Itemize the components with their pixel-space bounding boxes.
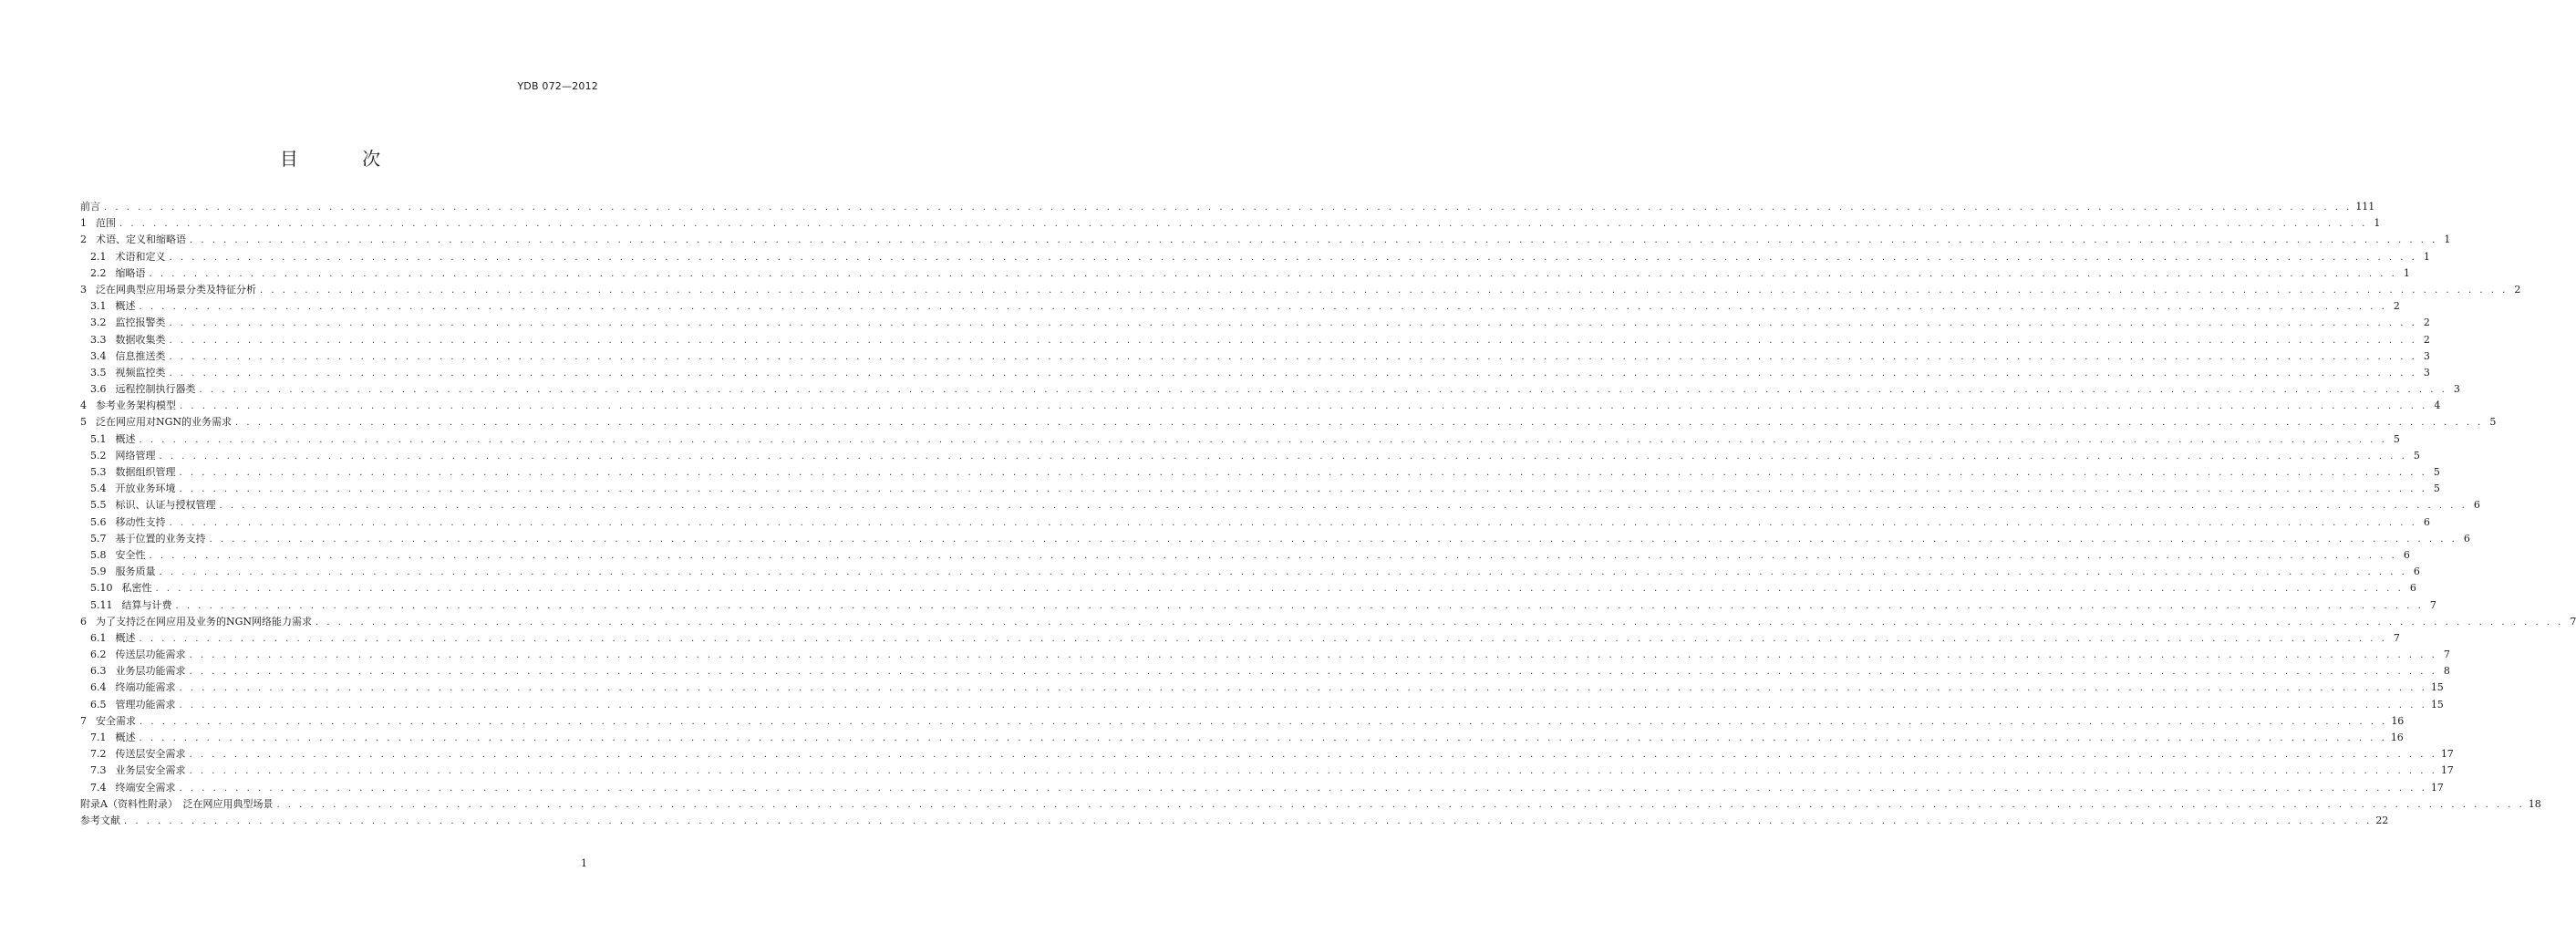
toc-entry-label bbox=[90, 348, 166, 365]
toc-entry-text: 附录A（资料性附录） 泛在网应用典型场景 bbox=[80, 797, 274, 810]
toc-entry-text: 远程控制执行器类 bbox=[115, 383, 196, 396]
toc-entry-text: 传送层功能需求 bbox=[115, 649, 186, 661]
toc-entry-label bbox=[80, 813, 120, 829]
toc-entry-label bbox=[90, 481, 176, 497]
toc-entry-label bbox=[90, 514, 166, 531]
toc-entry[interactable] bbox=[80, 298, 2400, 315]
toc-entry[interactable] bbox=[80, 780, 2444, 796]
toc-entry-number: 3 bbox=[80, 283, 87, 296]
toc-leader-dots: . . . . . . . . . . . . . . . . . . . . . . . . . . . . . . . . . . . . . . . . . . . . . . . . . . . . . . . . . . . . . . . . . . . . . . . . . . . . . . . . . . . . . . . . . . . . . . . . . . . . . . . . . . . . . . . . . . . . . . . . . . . . . . . . . . . . . . . . . . . . . . . . . . . . . . . . . . . . . . . . . . . . . . . . . . . . . . . . . . . . . . . . . . . . . . . . . . . . . . . . bbox=[179, 700, 2427, 711]
toc-leader-dots: . . . . . . . . . . . . . . . . . . . . . . . . . . . . . . . . . . . . . . . . . . . . . . . . . . . . . . . . . . . . . . . . . . . . . . . . . . . . . . . . . . . . . . . . . . . . . . . . . . . . . . . . . . . . . . . . . . . . . . . . . . . . . . . . . . . . . . . . . . . . . . . . . . . . . . . . . . . . . . . . . . . . . . . . . . . . . . . . . . . . . . . . . . . . . . . . . . . . . . . . bbox=[219, 501, 2467, 512]
toc-entry[interactable] bbox=[80, 199, 2375, 215]
toc-entry-label bbox=[90, 763, 186, 779]
toc-entry-page: 15 bbox=[2430, 698, 2444, 711]
toc-entry-number: 6.4 bbox=[90, 681, 107, 694]
toc-entry-page: 5 bbox=[2433, 483, 2440, 495]
toc-entry-number: 2.2 bbox=[90, 266, 107, 279]
toc-entry-page: 17 bbox=[2440, 764, 2454, 777]
toc-entry-page: 6 bbox=[2409, 582, 2416, 595]
toc-entry[interactable] bbox=[80, 265, 2410, 282]
toc-entry[interactable] bbox=[80, 531, 2470, 547]
toc-entry-label bbox=[90, 547, 146, 564]
toc-entry-label bbox=[80, 398, 176, 414]
toc-entry[interactable] bbox=[80, 398, 2441, 414]
toc-entry-text: 安全性 bbox=[115, 548, 146, 561]
toc-entry-label bbox=[80, 199, 100, 215]
toc-entry[interactable] bbox=[80, 365, 2430, 381]
toc-entry-text: 业务层功能需求 bbox=[115, 665, 186, 678]
toc-entry-page: 2 bbox=[2514, 283, 2521, 296]
toc-leader-dots: . . . . . . . . . . . . . . . . . . . . . . . . . . . . . . . . . . . . . . . . . . . . . . . . . . . . . . . . . . . . . . . . . . . . . . . . . . . . . . . . . . . . . . . . . . . . . . . . . . . . . . . . . . . . . . . . . . . . . . . . . . . . . . . . . . . . . . . . . . . . . . . . . . . . . . . . . . . . . . . . . . . . . . . . . . . . . . . . . . . . . . . . . . . . . . . . . . . . . . . . bbox=[276, 799, 2525, 810]
toc-entry-number: 3.5 bbox=[90, 366, 107, 379]
toc-entry-page: 5 bbox=[2489, 416, 2497, 429]
toc-leader-dots: . . . . . . . . . . . . . . . . . . . . . . . . . . . . . . . . . . . . . . . . . . . . . . . . . . . . . . . . . . . . . . . . . . . . . . . . . . . . . . . . . . . . . . . . . . . . . . . . . . . . . . . . . . . . . . . . . . . . . . . . . . . . . . . . . . . . . . . . . . . . . . . . . . . . . . . . . . . . . . . . . . . . . . . . . . . . . . . . . . . . . . . . . . . . . . . . . . . . . . . . bbox=[159, 567, 2407, 578]
toc-entry-number: 3.1 bbox=[90, 300, 107, 313]
toc-entry-number: 2.1 bbox=[90, 250, 107, 263]
toc-entry-number: 5.11 bbox=[90, 598, 113, 611]
toc-entry[interactable] bbox=[80, 663, 2450, 680]
toc-entry-page: 16 bbox=[2390, 732, 2404, 743]
toc-entry-label bbox=[90, 730, 136, 746]
toc-entry-number: 6.3 bbox=[90, 665, 107, 678]
toc-entry-label bbox=[80, 713, 136, 730]
toc-entry[interactable] bbox=[80, 564, 2420, 580]
toc-leader-dots: . . . . . . . . . . . . . . . . . . . . . . . . . . . . . . . . . . . . . . . . . . . . . . . . . . . . . . . . . . . . . . . . . . . . . . . . . . . . . . . . . . . . . . . . . . . . . . . . . . . . . . . . . . . . . . . . . . . . . . . . . . . . . . . . . . . . . . . . . . . . . . . . . . . . . . . . . . . . . . . . . . . . . . . . . . . . . . . . . . . . . . . . . . . . . . . . . . . . . . . . bbox=[169, 351, 2417, 362]
toc-entry[interactable] bbox=[80, 215, 2381, 232]
toc-leader-dots: . . . . . . . . . . . . . . . . . . . . . . . . . . . . . . . . . . . . . . . . . . . . . . . . . . . . . . . . . . . . . . . . . . . . . . . . . . . . . . . . . . . . . . . . . . . . . . . . . . . . . . . . . . . . . . . . . . . . . . . . . . . . . . . . . . . . . . . . . . . . . . . . . . . . . . . . . . . . . . . . . . . . . . . . . . . . . . . . . . . . . . . . . . . . . . . . . . . . . . . . bbox=[139, 733, 2387, 743]
toc-entry-text: 标识、认证与授权管理 bbox=[115, 499, 216, 512]
toc-leader-dots: . . . . . . . . . . . . . . . . . . . . . . . . . . . . . . . . . . . . . . . . . . . . . . . . . . . . . . . . . . . . . . . . . . . . . . . . . . . . . . . . . . . . . . . . . . . . . . . . . . . . . . . . . . . . . . . . . . . . . . . . . . . . . . . . . . . . . . . . . . . . . . . . . . . . . . . . . . . . . . . . . . . . . . . . . . . . . . . . . . . . . . . . . . . . . . . . . . . . . . . . bbox=[199, 385, 2447, 396]
toc-leader-dots: . . . . . . . . . . . . . . . . . . . . . . . . . . . . . . . . . . . . . . . . . . . . . . . . . . . . . . . . . . . . . . . . . . . . . . . . . . . . . . . . . . . . . . . . . . . . . . . . . . . . . . . . . . . . . . . . . . . . . . . . . . . . . . . . . . . . . . . . . . . . . . . . . . . . . . . . . . . . . . . . . . . . . . . . . . . . . . . . . . . . . . . . . . . . . . . . . . . . . . . . bbox=[119, 219, 2368, 230]
toc-entry-page: 6 bbox=[2463, 532, 2470, 545]
toc-entry-text: 前言 bbox=[80, 201, 100, 213]
toc-entry-page: 15 bbox=[2430, 681, 2444, 694]
toc-entry-text: 数据组织管理 bbox=[115, 466, 176, 478]
toc-entry[interactable] bbox=[80, 315, 2430, 331]
toc-entry-text: 开放业务环境 bbox=[115, 483, 176, 495]
toc-entry-text: 泛在网应用对NGN的业务需求 bbox=[96, 416, 233, 429]
toc-entry-page: 1 bbox=[2403, 266, 2410, 279]
toc-entry[interactable] bbox=[80, 448, 2420, 464]
toc-entry-number: 3.6 bbox=[90, 383, 107, 396]
toc-entry-text: 术语、定义和缩略语 bbox=[96, 234, 186, 246]
toc-leader-dots: . . . . . . . . . . . . . . . . . . . . . . . . . . . . . . . . . . . . . . . . . . . . . . . . . . . . . . . . . . . . . . . . . . . . . . . . . . . . . . . . . . . . . . . . . . . . . . . . . . . . . . . . . . . . . . . . . . . . . . . . . . . . . . . . . . . . . . . . . . . . . . . . . . . . . . . . . . . . . . . . . . . . . . . . . . . . . . . . . . . . . . . . . . . . . . . . . . . . . . . . bbox=[179, 484, 2427, 495]
toc-entry-label bbox=[90, 663, 186, 680]
toc-entry-page: 4 bbox=[2434, 400, 2441, 412]
toc-entry[interactable] bbox=[80, 414, 2497, 431]
toc-entry-label bbox=[90, 265, 146, 282]
toc-entry[interactable] bbox=[80, 713, 2405, 730]
toc-entry-label bbox=[90, 580, 152, 597]
toc-entry-page: 16 bbox=[2391, 714, 2405, 727]
toc-entry[interactable] bbox=[80, 348, 2430, 365]
toc-entry-page: 1 bbox=[2423, 250, 2430, 263]
toc-leader-dots: . . . . . . . . . . . . . . . . . . . . . . . . . . . . . . . . . . . . . . . . . . . . . . . . . . . . . . . . . . . . . . . . . . . . . . . . . . . . . . . . . . . . . . . . . . . . . . . . . . . . . . . . . . . . . . . . . . . . . . . . . . . . . . . . . . . . . . . . . . . . . . . . . . . . . . . . . . . . . . . . . . . . . . . . . . . . . . . . . . . . . . . . . . . . . . . . . . . . . . . . bbox=[149, 550, 2397, 561]
toc-entry-number: 6.2 bbox=[90, 649, 107, 661]
toc-entry-number: 5.3 bbox=[90, 466, 107, 478]
toc-entry-page: 7 bbox=[2393, 631, 2400, 644]
toc-leader-dots: . . . . . . . . . . . . . . . . . . . . . . . . . . . . . . . . . . . . . . . . . . . . . . . . . . . . . . . . . . . . . . . . . . . . . . . . . . . . . . . . . . . . . . . . . . . . . . . . . . . . . . . . . . . . . . . . . . . . . . . . . . . . . . . . . . . . . . . . . . . . . . . . . . . . . . . . . . . . . . . . . . . . . . . . . . . . . . . . . . . . . . . . . . . . . . . . . . . . . . . . bbox=[169, 368, 2417, 379]
toc-entry-number: 3.3 bbox=[90, 333, 107, 346]
toc-entry-page: 3 bbox=[2423, 366, 2430, 379]
toc-leader-dots: . . . . . . . . . . . . . . . . . . . . . . . . . . . . . . . . . . . . . . . . . . . . . . . . . . . . . . . . . . . . . . . . . . . . . . . . . . . . . . . . . . . . . . . . . . . . . . . . . . . . . . . . . . . . . . . . . . . . . . . . . . . . . . . . . . . . . . . . . . . . . . . . . . . . . . . . . . . . . . . . . . . . . . . . . . . . . . . . . . . . . . . . . . . . . . . . . . . . . . . . bbox=[235, 418, 2484, 429]
toc-entry-text: 业务层安全需求 bbox=[115, 764, 186, 777]
toc-entry-text: 结算与计费 bbox=[121, 598, 172, 611]
table-of-contents bbox=[80, 199, 2576, 829]
toc-entry-text: 终端安全需求 bbox=[115, 781, 176, 794]
toc-entry[interactable] bbox=[80, 514, 2430, 531]
toc-entry[interactable] bbox=[80, 796, 2541, 813]
toc-entry-text: 数据收集类 bbox=[115, 333, 166, 346]
toc-entry[interactable] bbox=[80, 813, 2389, 829]
toc-entry-page: 7 bbox=[2443, 649, 2450, 661]
toc-entry-number: 5.10 bbox=[90, 582, 113, 595]
toc-entry-number: 7 bbox=[80, 714, 87, 727]
toc-entry-text: 视频监控类 bbox=[115, 366, 166, 379]
toc-entry-text: 缩略语 bbox=[115, 266, 146, 279]
toc-entry-number: 6.1 bbox=[90, 631, 107, 644]
toc-entry-label bbox=[90, 365, 166, 381]
toc-entry-number: 7.3 bbox=[90, 764, 107, 777]
toc-entry-label bbox=[90, 597, 172, 614]
document-code: YDB 072—2012 bbox=[517, 80, 598, 92]
toc-entry[interactable] bbox=[80, 647, 2450, 663]
toc-entry-text: 概述 bbox=[115, 631, 136, 644]
toc-leader-dots: . . . . . . . . . . . . . . . . . . . . . . . . . . . . . . . . . . . . . . . . . . . . . . . . . . . . . . . . . . . . . . . . . . . . . . . . . . . . . . . . . . . . . . . . . . . . . . . . . . . . . . . . . . . . . . . . . . . . . . . . . . . . . . . . . . . . . . . . . . . . . . . . . . . . . . . . . . . . . . . . . . . . . . . . . . . . . . . . . . . . . . . . . . . . . . . . . . . . . . . . bbox=[190, 235, 2438, 246]
toc-entry[interactable] bbox=[80, 697, 2444, 713]
toc-entry-page: 5 bbox=[2433, 466, 2440, 478]
toc-entry-text: 为了支持泛在网应用及业务的NGN网络能力需求 bbox=[96, 615, 313, 628]
toc-leader-dots: . . . . . . . . . . . . . . . . . . . . . . . . . . . . . . . . . . . . . . . . . . . . . . . . . . . . . . . . . . . . . . . . . . . . . . . . . . . . . . . . . . . . . . . . . . . . . . . . . . . . . . . . . . . . . . . . . . . . . . . . . . . . . . . . . . . . . . . . . . . . . . . . . . . . . . . . . . . . . . . . . . . . . . . . . . . . . . . . . . . . . . . . . . . . . . . . . . . . . . . . bbox=[169, 252, 2417, 263]
toc-entry-label bbox=[90, 647, 186, 663]
toc-entry-number: 6 bbox=[80, 615, 87, 628]
toc-entry-page: 1 bbox=[2374, 217, 2381, 230]
toc-leader-dots: . . . . . . . . . . . . . . . . . . . . . . . . . . . . . . . . . . . . . . . . . . . . . . . . . . . . . . . . . . . . . . . . . . . . . . . . . . . . . . . . . . . . . . . . . . . . . . . . . . . . . . . . . . . . . . . . . . . . . . . . . . . . . . . . . . . . . . . . . . . . . . . . . . . . . . . . . . . . . . . . . . . . . . . . . . . . . . . . . . . . . . . . . . . . . . . . . . . . . . . . bbox=[179, 683, 2427, 694]
toc-entry-page: 6 bbox=[2413, 566, 2420, 578]
toc-entry-text: 泛在网典型应用场景分类及特征分析 bbox=[96, 283, 256, 296]
toc-entry-label bbox=[80, 232, 186, 248]
toc-entry-text: 术语和定义 bbox=[115, 250, 166, 263]
toc-entry-label bbox=[90, 780, 176, 796]
toc-entry-number: 3.2 bbox=[90, 317, 107, 329]
toc-entry-text: 概述 bbox=[115, 732, 136, 743]
toc-leader-dots: . . . . . . . . . . . . . . . . . . . . . . . . . . . . . . . . . . . . . . . . . . . . . . . . . . . . . . . . . . . . . . . . . . . . . . . . . . . . . . . . . . . . . . . . . . . . . . . . . . . . . . . . . . . . . . . . . . . . . . . . . . . . . . . . . . . . . . . . . . . . . . . . . . . . . . . . . . . . . . . . . . . . . . . . . . . . . . . . . . . . . . . . . . . . . . . . . . . . . . . . bbox=[180, 401, 2428, 412]
toc-entry-page: 8 bbox=[2443, 665, 2450, 678]
toc-leader-dots: . . . . . . . . . . . . . . . . . . . . . . . . . . . . . . . . . . . . . . . . . . . . . . . . . . . . . . . . . . . . . . . . . . . . . . . . . . . . . . . . . . . . . . . . . . . . . . . . . . . . . . . . . . . . . . . . . . . . . . . . . . . . . . . . . . . . . . . . . . . . . . . . . . . . . . . . . . . . . . . . . . . . . . . . . . . . . . . . . . . . . . . . . . . . . . . . . . . . . . . . bbox=[169, 318, 2417, 329]
toc-leader-dots: . . . . . . . . . . . . . . . . . . . . . . . . . . . . . . . . . . . . . . . . . . . . . . . . . . . . . . . . . . . . . . . . . . . . . . . . . . . . . . . . . . . . . . . . . . . . . . . . . . . . . . . . . . . . . . . . . . . . . . . . . . . . . . . . . . . . . . . . . . . . . . . . . . . . . . . . . . . . . . . . . . . . . . . . . . . . . . . . . . . . . . . . . . . . . . . . . . . . . . . . bbox=[124, 815, 2373, 826]
toc-entry-number: 7.2 bbox=[90, 748, 107, 761]
toc-entry[interactable] bbox=[80, 763, 2454, 779]
toc-entry-text: 监控报警类 bbox=[115, 317, 166, 329]
toc-entry-text: 服务质量 bbox=[115, 566, 156, 578]
toc-entry-page: 17 bbox=[2430, 781, 2444, 794]
toc-entry-label bbox=[80, 414, 232, 431]
toc-entry[interactable] bbox=[80, 481, 2440, 497]
toc-entry-text: 参考业务架构模型 bbox=[96, 400, 176, 412]
toc-entry[interactable] bbox=[80, 249, 2430, 265]
toc-entry-number: 5.2 bbox=[90, 449, 107, 462]
toc-leader-dots: . . . . . . . . . . . . . . . . . . . . . . . . . . . . . . . . . . . . . . . . . . . . . . . . . . . . . . . . . . . . . . . . . . . . . . . . . . . . . . . . . . . . . . . . . . . . . . . . . . . . . . . . . . . . . . . . . . . . . . . . . . . . . . . . . . . . . . . . . . . . . . . . . . . . . . . . . . . . . . . . . . . . . . . . . . . . . . . . . . . . . . . . . . . . . . . . . . . . . . . . bbox=[139, 302, 2387, 313]
toc-entry[interactable] bbox=[80, 332, 2430, 348]
toc-entry[interactable] bbox=[80, 680, 2444, 696]
toc-entry-label bbox=[90, 497, 216, 514]
toc-entry-label bbox=[80, 614, 312, 630]
toc-entry-label bbox=[90, 315, 166, 331]
toc-entry[interactable] bbox=[80, 464, 2440, 481]
toc-entry-label bbox=[90, 630, 136, 647]
toc-entry-label bbox=[90, 564, 156, 580]
toc-leader-dots: . . . . . . . . . . . . . . . . . . . . . . . . . . . . . . . . . . . . . . . . . . . . . . . . . . . . . . . . . . . . . . . . . . . . . . . . . . . . . . . . . . . . . . . . . . . . . . . . . . . . . . . . . . . . . . . . . . . . . . . . . . . . . . . . . . . . . . . . . . . . . . . . . . . . . . . . . . . . . . . . . . . . . . . . . . . . . . . . . . . . . . . . . . . . . . . . . . . . . . . . bbox=[155, 584, 2404, 595]
toc-entry-text: 管理功能需求 bbox=[115, 698, 176, 711]
toc-entry-text: 移动性支持 bbox=[115, 515, 166, 528]
toc-entry-page: 2 bbox=[2393, 300, 2400, 313]
toc-entry[interactable] bbox=[80, 547, 2410, 564]
toc-entry[interactable] bbox=[80, 746, 2454, 763]
toc-entry-page: 6 bbox=[2423, 515, 2430, 528]
toc-entry-page: 2 bbox=[2423, 333, 2430, 346]
toc-entry-page: 3 bbox=[2453, 383, 2460, 396]
toc-entry[interactable] bbox=[80, 431, 2400, 448]
toc-entry-number: 5.4 bbox=[90, 483, 107, 495]
toc-leader-dots: . . . . . . . . . . . . . . . . . . . . . . . . . . . . . . . . . . . . . . . . . . . . . . . . . . . . . . . . . . . . . . . . . . . . . . . . . . . . . . . . . . . . . . . . . . . . . . . . . . . . . . . . . . . . . . . . . . . . . . . . . . . . . . . . . . . . . . . . . . . . . . . . . . . . . . . . . . . . . . . . . . . . . . . . . . . . . . . . . . . . . . . . . . . . . . . . . . . . . . . . bbox=[159, 451, 2407, 462]
toc-entry-number: 5.8 bbox=[90, 548, 107, 561]
toc-entry[interactable] bbox=[80, 381, 2460, 398]
toc-entry-page: 3 bbox=[2423, 349, 2430, 362]
toc-entry-number: 5.7 bbox=[90, 532, 107, 545]
toc-entry-text: 传送层安全需求 bbox=[115, 748, 186, 761]
toc-entry-number: 1 bbox=[80, 217, 87, 230]
toc-entry-label bbox=[90, 680, 176, 696]
toc-entry-number: 5.1 bbox=[90, 432, 107, 445]
toc-leader-dots: . . . . . . . . . . . . . . . . . . . . . . . . . . . . . . . . . . . . . . . . . . . . . . . . . . . . . . . . . . . . . . . . . . . . . . . . . . . . . . . . . . . . . . . . . . . . . . . . . . . . . . . . . . . . . . . . . . . . . . . . . . . . . . . . . . . . . . . . . . . . . . . . . . . . . . . . . . . . . . . . . . . . . . . . . . . . . . . . . . . . . . . . . . . . . . . . . . . . . . . . bbox=[179, 468, 2427, 478]
toc-entry-page: 111 bbox=[2355, 201, 2375, 213]
toc-leader-dots: . . . . . . . . . . . . . . . . . . . . . . . . . . . . . . . . . . . . . . . . . . . . . . . . . . . . . . . . . . . . . . . . . . . . . . . . . . . . . . . . . . . . . . . . . . . . . . . . . . . . . . . . . . . . . . . . . . . . . . . . . . . . . . . . . . . . . . . . . . . . . . . . . . . . . . . . . . . . . . . . . . . . . . . . . . . . . . . . . . . . . . . . . . . . . . . . . . . . . . . . bbox=[189, 650, 2437, 661]
toc-entry[interactable] bbox=[80, 597, 2436, 614]
toc-entry-text: 参考文献 bbox=[80, 814, 120, 826]
toc-entry[interactable] bbox=[80, 282, 2521, 298]
toc-entry-label bbox=[90, 448, 156, 464]
toc-leader-dots: . . . . . . . . . . . . . . . . . . . . . . . . . . . . . . . . . . . . . . . . . . . . . . . . . . . . . . . . . . . . . . . . . . . . . . . . . . . . . . . . . . . . . . . . . . . . . . . . . . . . . . . . . . . . . . . . . . . . . . . . . . . . . . . . . . . . . . . . . . . . . . . . . . . . . . . . . . . . . . . . . . . . . . . . . . . . . . . . . . . . . . . . . . . . . . . . . . . . . . . . bbox=[316, 617, 2564, 628]
toc-entry[interactable] bbox=[80, 580, 2416, 597]
toc-entry-page: 7 bbox=[2570, 615, 2576, 628]
toc-entry[interactable] bbox=[80, 614, 2576, 630]
toc-entry-text: 私密性 bbox=[121, 582, 152, 595]
toc-entry-number: 2 bbox=[80, 234, 87, 246]
toc-leader-dots: . . . . . . . . . . . . . . . . . . . . . . . . . . . . . . . . . . . . . . . . . . . . . . . . . . . . . . . . . . . . . . . . . . . . . . . . . . . . . . . . . . . . . . . . . . . . . . . . . . . . . . . . . . . . . . . . . . . . . . . . . . . . . . . . . . . . . . . . . . . . . . . . . . . . . . . . . . . . . . . . . . . . . . . . . . . . . . . . . . . . . . . . . . . . . . . . . . . . . . . . bbox=[149, 268, 2397, 279]
toc-entry-label bbox=[90, 531, 206, 547]
toc-entry-text: 基于位置的业务支持 bbox=[115, 532, 206, 545]
toc-leader-dots: . . . . . . . . . . . . . . . . . . . . . . . . . . . . . . . . . . . . . . . . . . . . . . . . . . . . . . . . . . . . . . . . . . . . . . . . . . . . . . . . . . . . . . . . . . . . . . . . . . . . . . . . . . . . . . . . . . . . . . . . . . . . . . . . . . . . . . . . . . . . . . . . . . . . . . . . . . . . . . . . . . . . . . . . . . . . . . . . . . . . . . . . . . . . . . . . . . . . . . . . bbox=[169, 517, 2417, 528]
toc-leader-dots: . . . . . . . . . . . . . . . . . . . . . . . . . . . . . . . . . . . . . . . . . . . . . . . . . . . . . . . . . . . . . . . . . . . . . . . . . . . . . . . . . . . . . . . . . . . . . . . . . . . . . . . . . . . . . . . . . . . . . . . . . . . . . . . . . . . . . . . . . . . . . . . . . . . . . . . . . . . . . . . . . . . . . . . . . . . . . . . . . . . . . . . . . . . . . . . . . . . . . . . . bbox=[179, 783, 2427, 794]
toc-entry-page: 22 bbox=[2375, 814, 2389, 826]
toc-leader-dots: . . . . . . . . . . . . . . . . . . . . . . . . . . . . . . . . . . . . . . . . . . . . . . . . . . . . . . . . . . . . . . . . . . . . . . . . . . . . . . . . . . . . . . . . . . . . . . . . . . . . . . . . . . . . . . . . . . . . . . . . . . . . . . . . . . . . . . . . . . . . . . . . . . . . . . . . . . . . . . . . . . . . . . . . . . . . . . . . . . . . . . . . . . . . . . . . . . . . . . . . bbox=[189, 766, 2437, 777]
toc-entry-number: 6.5 bbox=[90, 698, 107, 711]
toc-entry-page: 5 bbox=[2413, 449, 2420, 462]
toc-entry-number: 5.5 bbox=[90, 499, 107, 512]
toc-entry-label bbox=[90, 381, 196, 398]
toc-entry-label bbox=[90, 332, 166, 348]
toc-entry-label bbox=[80, 796, 273, 813]
toc-leader-dots: . . . . . . . . . . . . . . . . . . . . . . . . . . . . . . . . . . . . . . . . . . . . . . . . . . . . . . . . . . . . . . . . . . . . . . . . . . . . . . . . . . . . . . . . . . . . . . . . . . . . . . . . . . . . . . . . . . . . . . . . . . . . . . . . . . . . . . . . . . . . . . . . . . . . . . . . . . . . . . . . . . . . . . . . . . . . . . . . . . . . . . . . . . . . . . . . . . . . . . . . bbox=[139, 633, 2387, 644]
toc-leader-dots: . . . . . . . . . . . . . . . . . . . . . . . . . . . . . . . . . . . . . . . . . . . . . . . . . . . . . . . . . . . . . . . . . . . . . . . . . . . . . . . . . . . . . . . . . . . . . . . . . . . . . . . . . . . . . . . . . . . . . . . . . . . . . . . . . . . . . . . . . . . . . . . . . . . . . . . . . . . . . . . . . . . . . . . . . . . . . . . . . . . . . . . . . . . . . . . . . . . . . . . . bbox=[189, 750, 2437, 761]
toc-entry[interactable] bbox=[80, 497, 2480, 514]
page-title: 目 次 bbox=[279, 148, 410, 170]
toc-entry-page: 6 bbox=[2403, 548, 2410, 561]
toc-leader-dots: . . . . . . . . . . . . . . . . . . . . . . . . . . . . . . . . . . . . . . . . . . . . . . . . . . . . . . . . . . . . . . . . . . . . . . . . . . . . . . . . . . . . . . . . . . . . . . . . . . . . . . . . . . . . . . . . . . . . . . . . . . . . . . . . . . . . . . . . . . . . . . . . . . . . . . . . . . . . . . . . . . . . . . . . . . . . . . . . . . . . . . . . . . . . . . . . . . . . . . . . bbox=[104, 202, 2353, 213]
toc-entry-text: 概述 bbox=[115, 300, 136, 313]
toc-leader-dots: . . . . . . . . . . . . . . . . . . . . . . . . . . . . . . . . . . . . . . . . . . . . . . . . . . . . . . . . . . . . . . . . . . . . . . . . . . . . . . . . . . . . . . . . . . . . . . . . . . . . . . . . . . . . . . . . . . . . . . . . . . . . . . . . . . . . . . . . . . . . . . . . . . . . . . . . . . . . . . . . . . . . . . . . . . . . . . . . . . . . . . . . . . . . . . . . . . . . . . . . bbox=[260, 285, 2509, 296]
toc-entry-page: 2 bbox=[2423, 317, 2430, 329]
toc-entry-label bbox=[90, 464, 176, 481]
toc-entry-number: 3.4 bbox=[90, 349, 107, 362]
toc-entry-number: 5 bbox=[80, 416, 87, 429]
toc-entry[interactable] bbox=[80, 630, 2400, 647]
toc-entry-text: 范围 bbox=[96, 217, 116, 230]
toc-entry-text: 概述 bbox=[115, 432, 136, 445]
toc-leader-dots: . . . . . . . . . . . . . . . . . . . . . . . . . . . . . . . . . . . . . . . . . . . . . . . . . . . . . . . . . . . . . . . . . . . . . . . . . . . . . . . . . . . . . . . . . . . . . . . . . . . . . . . . . . . . . . . . . . . . . . . . . . . . . . . . . . . . . . . . . . . . . . . . . . . . . . . . . . . . . . . . . . . . . . . . . . . . . . . . . . . . . . . . . . . . . . . . . . . . . . . . bbox=[139, 434, 2387, 445]
toc-entry-number: 4 bbox=[80, 400, 87, 412]
toc-entry-page: 7 bbox=[2429, 598, 2436, 611]
toc-entry-page: 5 bbox=[2393, 432, 2400, 445]
toc-entry-page: 18 bbox=[2528, 797, 2541, 810]
toc-leader-dots: . . . . . . . . . . . . . . . . . . . . . . . . . . . . . . . . . . . . . . . . . . . . . . . . . . . . . . . . . . . . . . . . . . . . . . . . . . . . . . . . . . . . . . . . . . . . . . . . . . . . . . . . . . . . . . . . . . . . . . . . . . . . . . . . . . . . . . . . . . . . . . . . . . . . . . . . . . . . . . . . . . . . . . . . . . . . . . . . . . . . . . . . . . . . . . . . . . . . . . . . bbox=[189, 667, 2437, 678]
toc-leader-dots: . . . . . . . . . . . . . . . . . . . . . . . . . . . . . . . . . . . . . . . . . . . . . . . . . . . . . . . . . . . . . . . . . . . . . . . . . . . . . . . . . . . . . . . . . . . . . . . . . . . . . . . . . . . . . . . . . . . . . . . . . . . . . . . . . . . . . . . . . . . . . . . . . . . . . . . . . . . . . . . . . . . . . . . . . . . . . . . . . . . . . . . . . . . . . . . . . . . . . . . . bbox=[175, 600, 2424, 611]
toc-entry-label bbox=[90, 431, 136, 448]
toc-entry-label bbox=[80, 215, 116, 232]
toc-entry-label bbox=[90, 697, 176, 713]
toc-entry-label bbox=[90, 298, 136, 315]
toc-leader-dots: . . . . . . . . . . . . . . . . . . . . . . . . . . . . . . . . . . . . . . . . . . . . . . . . . . . . . . . . . . . . . . . . . . . . . . . . . . . . . . . . . . . . . . . . . . . . . . . . . . . . . . . . . . . . . . . . . . . . . . . . . . . . . . . . . . . . . . . . . . . . . . . . . . . . . . . . . . . . . . . . . . . . . . . . . . . . . . . . . . . . . . . . . . . . . . . . . . . . . . . . bbox=[140, 716, 2388, 727]
toc-entry[interactable] bbox=[80, 730, 2404, 746]
toc-entry-number: 5.6 bbox=[90, 515, 107, 528]
toc-entry-page: 17 bbox=[2440, 748, 2454, 761]
toc-entry-number: 7.1 bbox=[90, 732, 107, 743]
toc-entry-text: 安全需求 bbox=[96, 714, 136, 727]
toc-entry-label bbox=[90, 249, 166, 265]
toc-entry-page: 1 bbox=[2444, 234, 2451, 246]
toc-entry-number: 5.9 bbox=[90, 566, 107, 578]
toc-leader-dots: . . . . . . . . . . . . . . . . . . . . . . . . . . . . . . . . . . . . . . . . . . . . . . . . . . . . . . . . . . . . . . . . . . . . . . . . . . . . . . . . . . . . . . . . . . . . . . . . . . . . . . . . . . . . . . . . . . . . . . . . . . . . . . . . . . . . . . . . . . . . . . . . . . . . . . . . . . . . . . . . . . . . . . . . . . . . . . . . . . . . . . . . . . . . . . . . . . . . . . . . bbox=[169, 335, 2417, 346]
toc-entry-page: 6 bbox=[2473, 499, 2480, 512]
toc-entry-label bbox=[90, 746, 186, 763]
page-number: 1 bbox=[581, 857, 587, 869]
toc-entry[interactable] bbox=[80, 232, 2451, 248]
toc-entry-text: 网络管理 bbox=[115, 449, 156, 462]
toc-entry-text: 终端功能需求 bbox=[115, 681, 176, 694]
toc-entry-number: 7.4 bbox=[90, 781, 107, 794]
toc-leader-dots: . . . . . . . . . . . . . . . . . . . . . . . . . . . . . . . . . . . . . . . . . . . . . . . . . . . . . . . . . . . . . . . . . . . . . . . . . . . . . . . . . . . . . . . . . . . . . . . . . . . . . . . . . . . . . . . . . . . . . . . . . . . . . . . . . . . . . . . . . . . . . . . . . . . . . . . . . . . . . . . . . . . . . . . . . . . . . . . . . . . . . . . . . . . . . . . . . . . . . . . . bbox=[209, 534, 2457, 545]
toc-entry-label bbox=[80, 282, 256, 298]
toc-entry-text: 信息推送类 bbox=[115, 349, 166, 362]
